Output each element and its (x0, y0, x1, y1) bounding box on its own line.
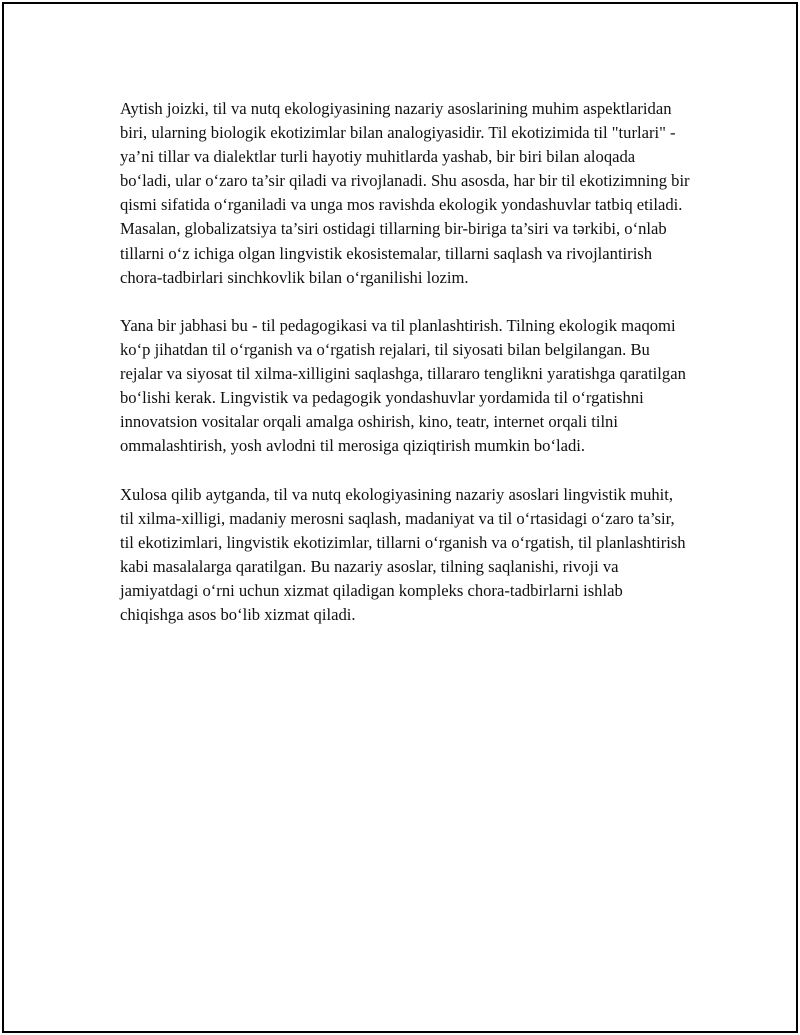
page-border-frame (2, 2, 798, 1033)
paragraph-conclusion: Xulosa qilib aytganda, til va nutq ekologiyasining nazariy asoslari lingvistik muhit, til xilma-xilligi, madaniy merosni saqlash, madaniyat va til o‘rtasidagi o‘zaro ta’sir, til ekotizimlari, lingvistik ekotizimlar, tillarni o‘rganish va o‘rgatish, til planlashtirish kabi masalalarga qaratilgan. Bu nazariy asoslar, tilning saqlanishi, rivoji va jamiyatdagi o‘rni uchun xizmat qiladigan kompleks chora-tadbirlarni ishlab chiqishga asos bo‘lib xizmat qiladi. (120, 484, 686, 624)
paragraph-language-pedagogy-planning: Yana bir jabhasi bu - til pedagogikasi va til planlashtirish. Tilning ekologik maqomi ko‘p jihatdan til o‘rganish va o‘rgatish rejalari, til siyosati bilan belgilangan. Bu rejalar va siyosat til xilma-xilligini saqlashga, tillararo tenglikni yaratishga qaratilgan bo‘lishi kerak. Lingvistik va pedagogik yondashuvlar yordamida til o‘rgatishni innovatsion vositalar orqali amalga oshirish, kino, teatr, internet orqali tilni ommalashtirish, yosh avlodni til merosiga qiziqtirish mumkin bo‘ladi. (120, 315, 686, 456)
paragraph-ecosystem-analogy: Aytish joizki, til va nutq ekologiyasining nazariy asoslarining muhim aspektlaridan biri, ularning biologik ekotizimlar bilan analogiyasidir. Til ekotizimida til "turlari" - ya’ni tillar va dialektlar turli hayotiy muhitlarda yashab, bir biri bilan aloqada bo‘ladi, ular o‘zaro ta’sir qiladi va rivojlanadi. Shu asosda, har bir til ekotizimning bir qismi sifatida o‘rganiladi va unga mos ravishda ekologik yondashuvlar tatbiq etiladi. Masalan, globalizatsiya ta’siri ostidagi tillarning bir-biriga ta’siri va tərkibi, o‘nlab tillarni o‘z ichiga olgan lingvistik ekosistemalar, tillarni saqlash va rivojlantirish chora-tadbirlari sinchkovlik bilan o‘rganilishi lozim. (120, 99, 690, 287)
document-body (120, 97, 690, 627)
